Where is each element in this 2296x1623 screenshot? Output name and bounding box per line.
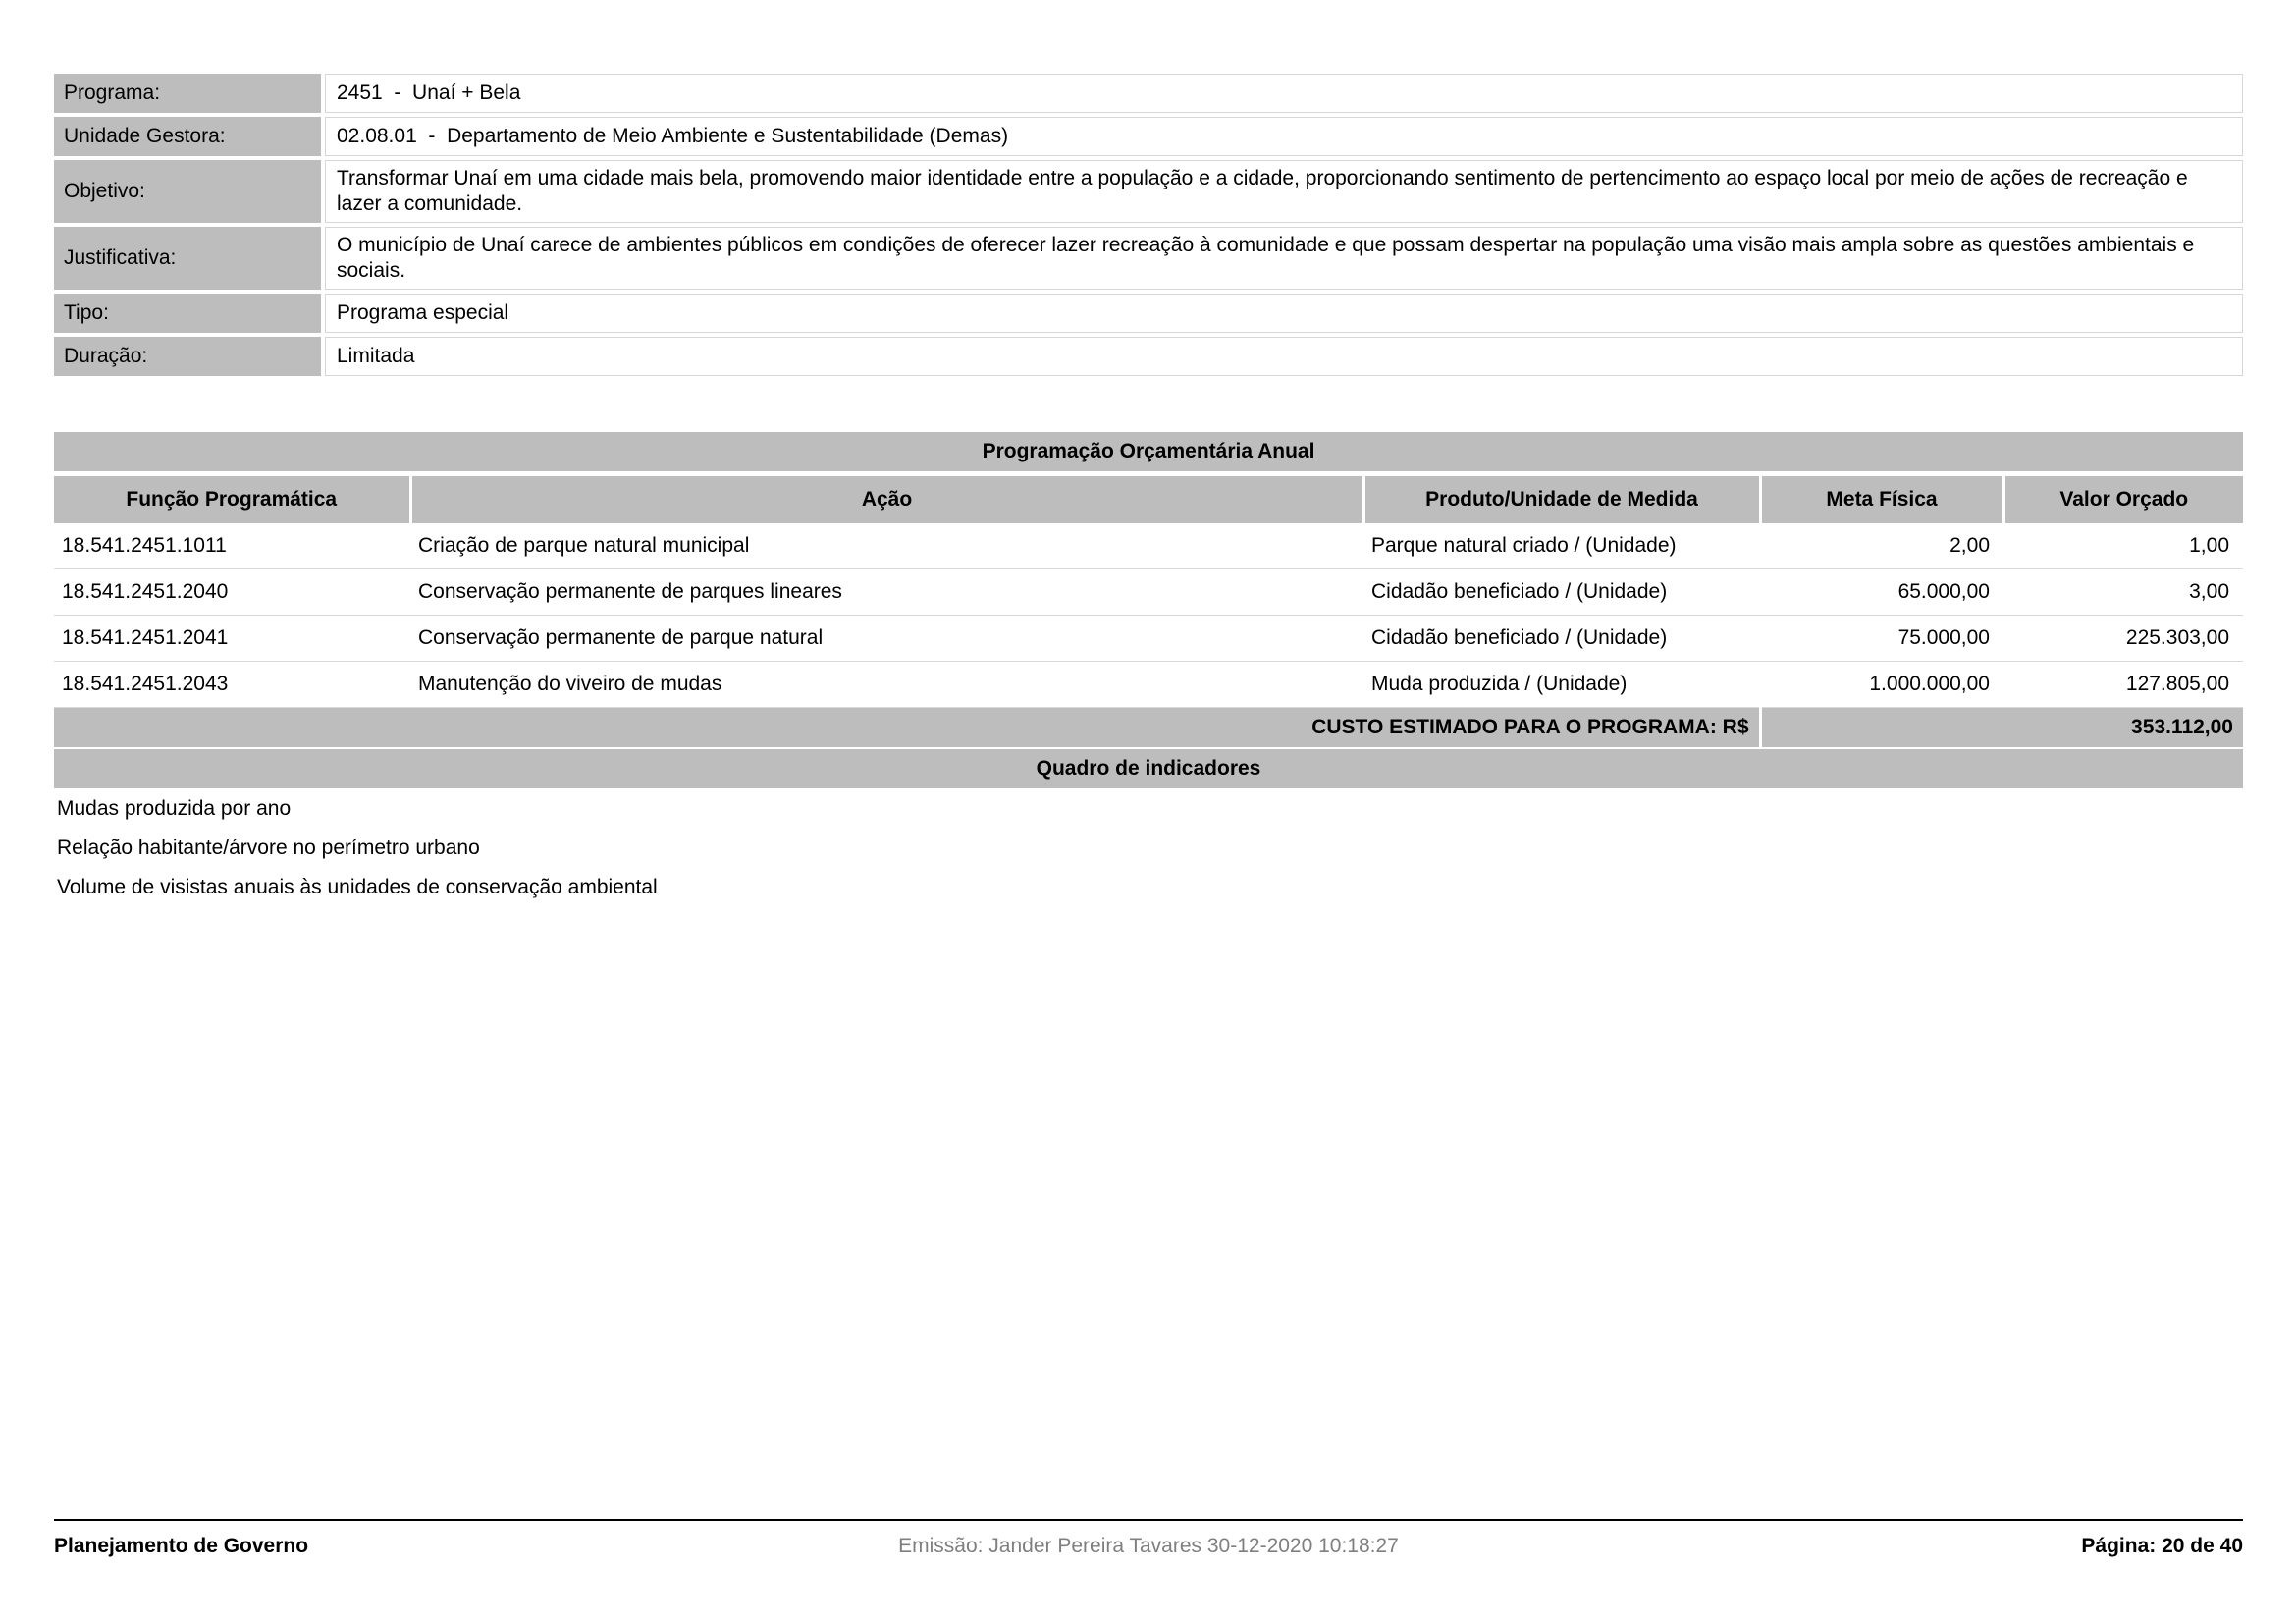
cell-valor: 225.303,00	[2003, 616, 2243, 662]
indicator-item: Mudas produzida por ano	[57, 797, 292, 821]
budget-header-row	[54, 476, 2243, 523]
col-header-funcao-programatica: Função Programática	[54, 476, 410, 523]
budget-row	[54, 569, 2243, 616]
info-row-justificativa	[54, 227, 2243, 290]
budget-row	[54, 616, 2243, 662]
budget-section	[54, 432, 2243, 747]
info-value-duracao: Limitada	[325, 337, 2243, 376]
info-label-objetivo: Objetivo:	[54, 160, 325, 223]
cell-funcao: 18.541.2451.2043	[54, 662, 410, 708]
cell-acao: Conservação permanente de parques lineares	[410, 569, 1363, 616]
budget-row	[54, 523, 2243, 569]
info-label-duracao: Duração:	[54, 337, 325, 376]
info-value-objetivo: Transformar Unaí em uma cidade mais bela, promovendo maior identidade entre a população e a cidade, proporcionando sentimento de pertencimento ao espaço local por meio de ações de recreação e lazer a comunidade.	[325, 160, 2243, 223]
info-label-justificativa: Justificativa:	[54, 227, 325, 290]
info-label-programa: Programa:	[54, 74, 325, 113]
info-value-tipo: Programa especial	[325, 294, 2243, 333]
info-value-justificativa: O município de Unaí carece de ambientes públicos em condições de oferecer lazer recreação à comunidade e que possam despertar na população uma visão mais ampla sobre as questões ambientais e sociais.	[325, 227, 2243, 290]
estimated-cost-label: CUSTO ESTIMADO PARA O PROGRAMA: R$	[54, 708, 1760, 748]
budget-section-title: Programação Orçamentária Anual	[54, 432, 2243, 471]
info-label-tipo: Tipo:	[54, 294, 325, 333]
info-row-tipo	[54, 294, 2243, 333]
footer-emission-info: Emissão: Jander Pereira Tavares 30-12-2020 10:18:27	[898, 1535, 1399, 1557]
indicator-item: Volume de visistas anuais às unidades de conservação ambiental	[57, 876, 658, 899]
col-header-valor-orcado: Valor Orçado	[2003, 476, 2243, 523]
cell-valor: 1,00	[2003, 523, 2243, 569]
cell-produto: Muda produzida / (Unidade)	[1363, 662, 1760, 708]
cell-acao: Manutenção do viveiro de mudas	[410, 662, 1363, 708]
budget-total-row	[54, 708, 2243, 748]
cell-produto: Parque natural criado / (Unidade)	[1363, 523, 1760, 569]
footer-report-name: Planejamento de Governo	[54, 1535, 309, 1557]
budget-table	[54, 476, 2243, 747]
info-label-unidade-gestora: Unidade Gestora:	[54, 117, 325, 156]
info-value-programa: 2451 - Unaí + Bela	[325, 74, 2243, 113]
cell-acao: Criação de parque natural municipal	[410, 523, 1363, 569]
cell-meta: 65.000,00	[1760, 569, 2003, 616]
cell-valor: 3,00	[2003, 569, 2243, 616]
col-header-produto-unidade: Produto/Unidade de Medida	[1363, 476, 1760, 523]
cell-meta: 75.000,00	[1760, 616, 2003, 662]
cell-acao: Conservação permanente de parque natural	[410, 616, 1363, 662]
info-row-programa	[54, 74, 2243, 113]
cell-meta: 1.000.000,00	[1760, 662, 2003, 708]
cell-funcao: 18.541.2451.1011	[54, 523, 410, 569]
info-row-duracao	[54, 337, 2243, 376]
indicator-item: Relação habitante/árvore no perímetro urbano	[57, 837, 480, 860]
info-value-unidade-gestora: 02.08.01 - Departamento de Meio Ambiente e Sustentabilidade (Demas)	[325, 117, 2243, 156]
indicators-section	[54, 749, 2243, 906]
col-header-acao: Ação	[410, 476, 1363, 523]
info-row-unidade-gestora	[54, 117, 2243, 156]
estimated-cost-value: 353.112,00	[1760, 708, 2243, 748]
footer-page-number: Página: 20 de 40	[2081, 1535, 2243, 1557]
cell-funcao: 18.541.2451.2040	[54, 569, 410, 616]
program-info-table	[54, 70, 2243, 380]
cell-meta: 2,00	[1760, 523, 2003, 569]
budget-row	[54, 662, 2243, 708]
cell-valor: 127.805,00	[2003, 662, 2243, 708]
indicators-section-title: Quadro de indicadores	[54, 749, 2243, 788]
info-row-objetivo	[54, 160, 2243, 223]
cell-produto: Cidadão beneficiado / (Unidade)	[1363, 616, 1760, 662]
page-footer	[54, 1519, 2243, 1559]
col-header-meta-fisica: Meta Física	[1760, 476, 2003, 523]
cell-funcao: 18.541.2451.2041	[54, 616, 410, 662]
cell-produto: Cidadão beneficiado / (Unidade)	[1363, 569, 1760, 616]
